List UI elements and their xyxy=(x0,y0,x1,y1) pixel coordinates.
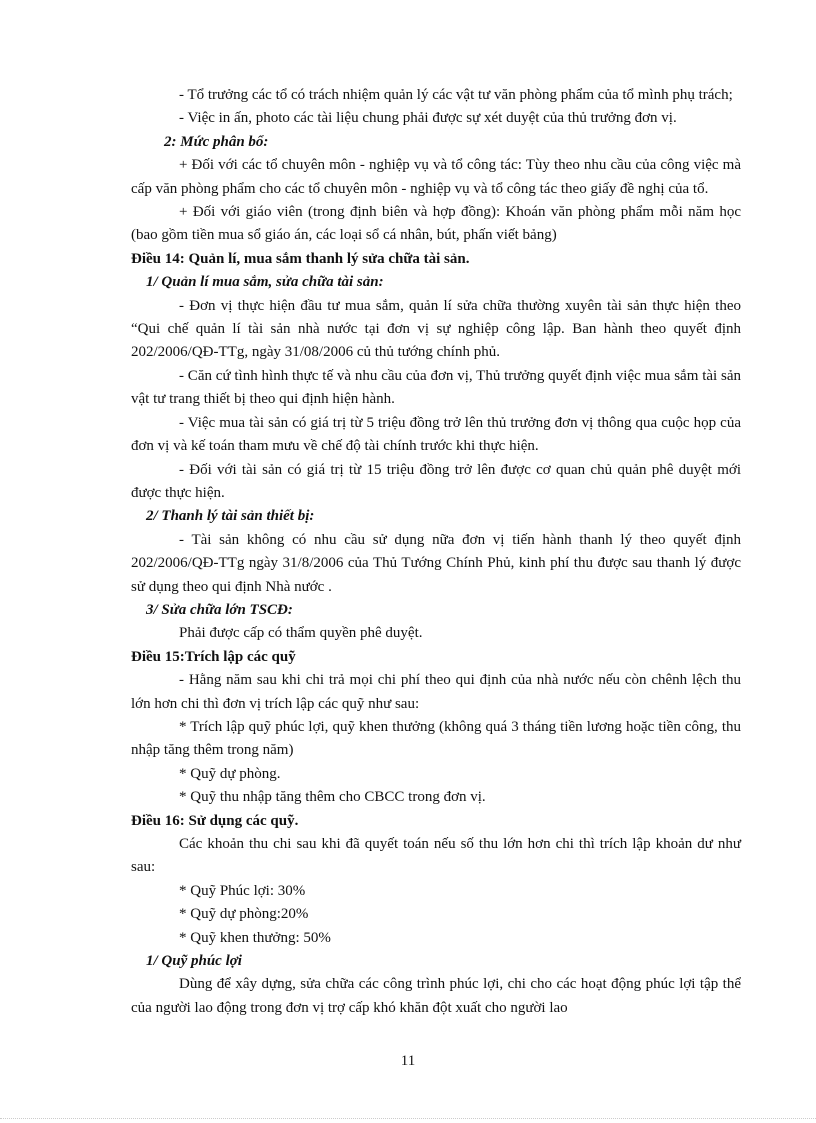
paragraph: - Hằng năm sau khi chi trả mọi chi phí theo qui định của nhà nước nếu còn chênh lệch thu lớn hơn chi thì đơn vị trích lập các quỹ như sau: xyxy=(131,672,741,712)
paragraph: - Căn cứ tình hình thực tế và nhu cầu của đơn vị, Thủ trưởng quyết định việc mua sắm tài sản vật tư trang thiết bị theo qui định hiện hành. xyxy=(131,367,741,408)
subsection-heading: 1/ Quản lí mua sắm, sửa chữa tài sản: xyxy=(146,274,384,291)
article-heading: Điều 15:Trích lập các quỹ xyxy=(131,648,296,665)
paragraph: - Việc in ấn, photo các tài liệu chung phải được sự xét duyệt của thủ trưởng đơn vị. xyxy=(179,110,677,127)
paragraph: - Đối với tài sản có giá trị từ 15 triệu đồng trở lên được cơ quan chủ quản phê duyệt mới được thực hiện. xyxy=(131,461,741,501)
list-item: * Quỹ dự phòng:20% xyxy=(179,906,309,923)
paragraph: * Trích lập quỹ phúc lợi, quỹ khen thưởng (không quá 3 tháng tiền lương hoặc tiền công, thu nhập tăng thêm trong năm) xyxy=(131,718,741,759)
paragraph: Dùng để xây dựng, sửa chữa các công trình phúc lợi, chi cho các hoạt động phúc lợi tập thể của người lao động trong đơn vị trợ cấp khó khăn đột xuất cho người lao xyxy=(131,976,741,1016)
page-body xyxy=(131,84,741,1020)
list-item: * Quỹ khen thưởng: 50% xyxy=(179,929,331,946)
subsection-heading: 2/ Thanh lý tài sản thiết bị: xyxy=(146,508,315,525)
subsection-heading: 1/ Quỹ phúc lợi xyxy=(146,953,242,970)
paragraph: + Đối với giáo viên (trong định biên và hợp đồng): Khoán văn phòng phẩm mỗi năm học (bao gồm tiền mua sổ giáo án, các loại sổ cá nhân, bút, phấn viết bảng) xyxy=(131,204,741,244)
paragraph: - Tổ trưởng các tổ có trách nhiệm quản lý các vật tư văn phòng phẩm của tổ mình phụ trách; xyxy=(179,87,733,103)
paragraph: - Đơn vị thực hiện đầu tư mua sắm, quản lí sửa chữa thường xuyên tài sản thực hiện theo “Qui chế quản lí tài sản nhà nước tại đơn vị sự nghiệp công lập. Ban hành theo quyết định 202/2006/QĐ-TTg, ngày 31/08/2006 củ thủ tướng chính phủ. xyxy=(131,297,741,361)
paragraph: - Tài sản không có nhu cầu sử dụng nữa đơn vị tiến hành thanh lý theo quyết định 202/2006/QĐ-TTg ngày 31/8/2006 của Thủ Tướng Chính Phủ, kinh phí thu được sau thanh lý được sử dụng theo qui định Nhà nước . xyxy=(131,531,741,595)
article-heading: Điều 14: Quản lí, mua sắm thanh lý sửa chữa tài sản. xyxy=(131,250,470,267)
subsection-heading: 3/ Sửa chữa lớn TSCĐ: xyxy=(146,601,293,618)
paragraph: - Việc mua tài sản có giá trị từ 5 triệu đồng trở lên thủ trưởng đơn vị thông qua cuộc họp của đơn vị và kế toán tham mưu về chế độ tài chính trước khi thực hiện. xyxy=(131,414,741,455)
subsection-heading: 2: Mức phân bổ: xyxy=(164,133,269,150)
page-edge-divider xyxy=(0,1118,816,1119)
paragraph: + Đối với các tổ chuyên môn - nghiệp vụ và tổ công tác: Tùy theo nhu cầu của công việc mà cấp văn phòng phẩm cho các tổ chuyên môn - nghiệp vụ và tổ công tác theo giấy đề nghị của tổ. xyxy=(131,157,741,197)
paragraph: Phải được cấp có thẩm quyền phê duyệt. xyxy=(179,625,423,642)
list-item: * Quỹ thu nhập tăng thêm cho CBCC trong đơn vị. xyxy=(179,789,486,806)
page-number: 11 xyxy=(400,1053,416,1069)
paragraph: Các khoản thu chi sau khi đã quyết toán nếu số thu lớn hơn chi thì trích lập khoản dư như sau: xyxy=(131,836,741,876)
list-item: * Quỹ Phúc lợi: 30% xyxy=(179,882,306,899)
article-heading: Điều 16: Sử dụng các quỹ. xyxy=(131,812,299,829)
list-item: * Quỹ dự phòng. xyxy=(179,765,281,782)
